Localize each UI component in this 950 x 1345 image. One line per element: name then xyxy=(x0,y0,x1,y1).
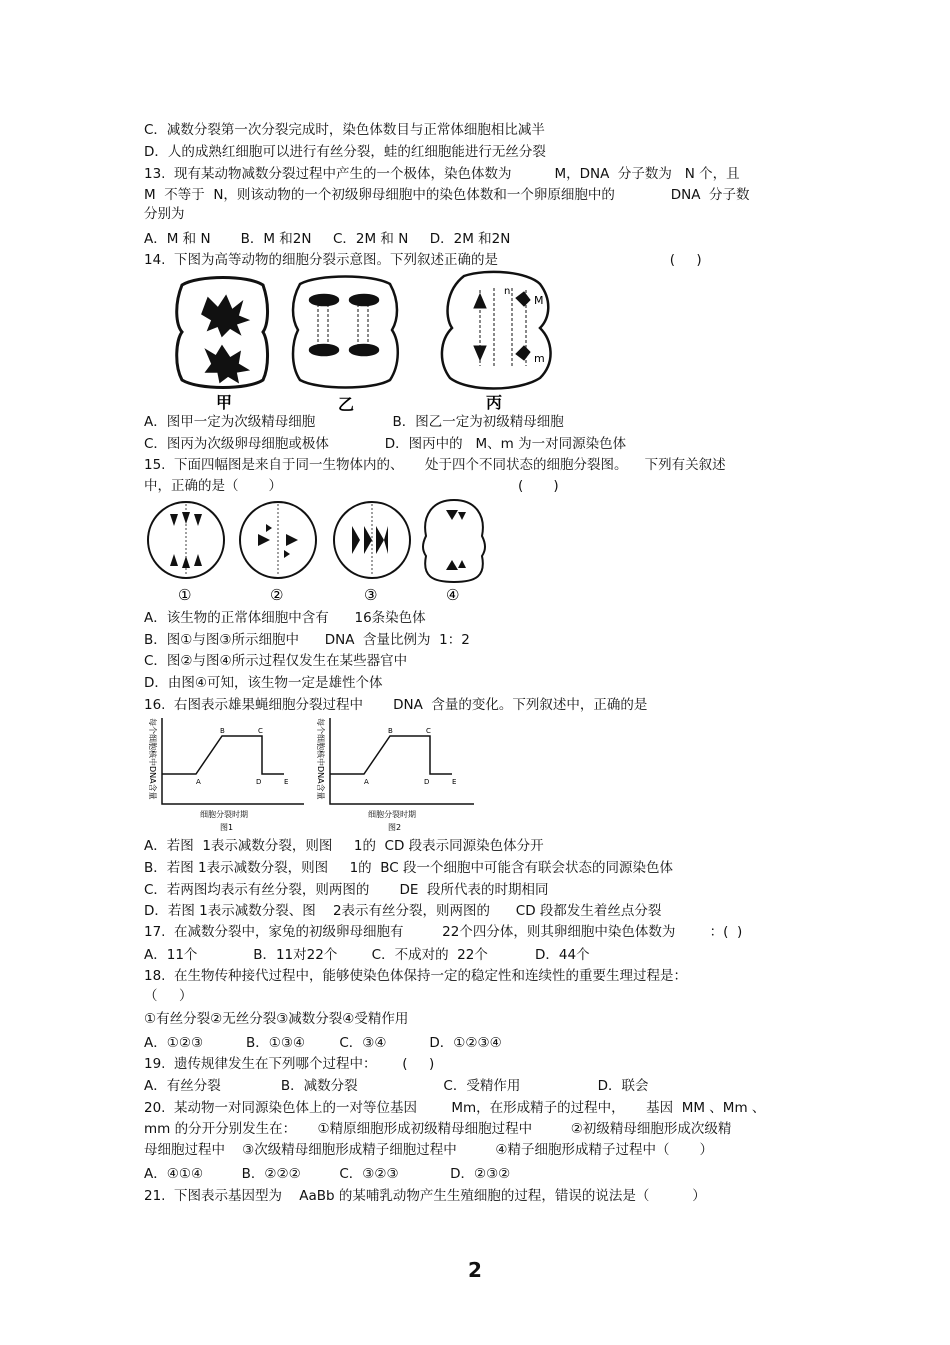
q16-figure xyxy=(144,714,484,836)
q12-option-d: D．人的成熟红细胞可以进行有丝分裂，蛙的红细胞能进行无丝分裂 xyxy=(144,144,546,160)
graph1-point-d: D xyxy=(256,778,262,786)
label-2: ② xyxy=(270,586,284,604)
label-jia: 甲 xyxy=(216,393,233,412)
label-3: ③ xyxy=(364,586,378,604)
q18-stem-3: ①有丝分裂②无丝分裂③减数分裂④受精作用 xyxy=(144,1011,409,1027)
q15-figure xyxy=(146,496,496,604)
label-4: ④ xyxy=(446,586,460,604)
q16-option-b: B．若图 1表示减数分裂，则图 1的 BC 段一个细胞中可能含有联会状态的同源染色体 xyxy=(144,860,674,876)
q15-option-c: C．图②与图④所示过程仅发生在某些器官中 xyxy=(144,653,408,669)
page-number: 2 xyxy=(468,1258,482,1282)
q17-options: A．11个 B．11对22个 C．不成对的 22个 D．44个 xyxy=(144,947,590,963)
q18-stem-1: 18. 在生物传种接代过程中，能够使染色体保持一定的稳定性和连续性的重要生理过程是： xyxy=(144,968,688,984)
mark-M: M xyxy=(534,294,544,307)
q13-options: A．M 和 N B．M 和2N C．2M 和 N D．2M 和2N xyxy=(144,231,511,247)
graph2-point-b: B xyxy=(388,727,393,735)
q20-stem-3: 母细胞过程中 ③次级精母细胞形成精子细胞过程中 ④精子细胞形成精子过程中（ ） xyxy=(144,1142,714,1158)
q13-stem-1: 13. 现有某动物减数分裂过程中产生的一个极体，染色体数为 M，DNA 分子数为 N 个，且 xyxy=(144,166,740,182)
graph2-point-c: C xyxy=(426,727,431,735)
label-1: ① xyxy=(178,586,192,604)
graph2-point-a: A xyxy=(364,778,369,786)
cell-bing xyxy=(442,272,551,389)
graph2-caption: 图2 xyxy=(388,823,402,832)
graph1-point-e: E xyxy=(284,778,289,786)
q17-stem: 17. 在减数分裂中，家兔的初级卵母细胞有 22个四分体，则其卵细胞中染色体数为 ：( ) xyxy=(144,924,743,940)
graph1-point-a: A xyxy=(196,778,201,786)
graph-2 xyxy=(316,718,474,832)
label-bing: 丙 xyxy=(486,393,503,412)
q13-stem-2: M 不等于 N，则该动物的一个初级卵母细胞中的染色体数和一个卵原细胞中的 DNA 分子数 xyxy=(144,187,750,203)
q13-stem-3: 分别为 xyxy=(144,206,185,222)
graph1-xlabel: 细胞分裂时期 xyxy=(200,810,248,819)
q14-option-cd: C．图丙为次级卵母细胞或极体 D．图丙中的 M、m 为一对同源染色体 xyxy=(144,436,627,452)
q15-stem-2: 中，正确的是（ ） ( ) xyxy=(144,478,559,494)
q16-option-a: A．若图 1表示减数分裂，则图 1的 CD 段表示同源染色体分开 xyxy=(144,838,544,854)
graph1-point-b: B xyxy=(220,727,225,735)
q16-option-c: C．若两图均表示有丝分裂，则两图的 DE 段所代表的时期相同 xyxy=(144,882,549,898)
graph-1 xyxy=(148,718,304,832)
graph2-point-e: E xyxy=(452,778,457,786)
q20-stem-2: mm 的分开分别发生在： ①精原细胞形成初级精母细胞过程中 ②初级精母细胞形成次级精 xyxy=(144,1121,732,1137)
q20-stem-1: 20. 某动物一对同源染色体上的一对等位基因 Mm，在形成精子的过程中， 基因 MM 、Mm 、 xyxy=(144,1100,766,1116)
mark-n: n xyxy=(504,286,511,297)
graph1-ylabel: 每个细胞核中DNA含量 xyxy=(148,718,157,800)
q19-stem: 19. 遗传规律发生在下列哪个过程中： ( ) xyxy=(144,1056,435,1072)
q15-option-a: A．该生物的正常体细胞中含有 16条染色体 xyxy=(144,610,426,626)
q18-options: A．①②③ B．①③④ C．③④ D．①②③④ xyxy=(144,1035,502,1051)
q20-options: A．④①④ B．②②② C．③②③ D．②③② xyxy=(144,1166,511,1182)
graph1-point-c: C xyxy=(258,727,263,735)
q12-option-c: C．减数分裂第一次分裂完成时，染色体数目与正常体细胞相比减半 xyxy=(144,122,545,138)
label-yi: 乙 xyxy=(338,395,355,412)
graph1-caption: 图1 xyxy=(220,823,234,832)
q14-stem: 14. 下图为高等动物的细胞分裂示意图。下列叙述正确的是 ( ) xyxy=(144,252,702,268)
q14-figure xyxy=(168,270,568,412)
q15-option-b: B．图①与图③所示细胞中 DNA 含量比例为 1：2 xyxy=(144,632,470,648)
q18-stem-2: （ ） xyxy=(144,988,193,1004)
mark-m: m xyxy=(534,352,545,365)
q16-stem: 16. 右图表示雄果蝇细胞分裂过程中 DNA 含量的变化。下列叙述中，正确的是 xyxy=(144,697,648,713)
cell-yi xyxy=(293,277,398,388)
q21-stem: 21. 下图表示基因型为 AaBb 的某哺乳动物产生生殖细胞的过程，错误的说法是（ ） xyxy=(144,1188,706,1204)
q19-options: A．有丝分裂 B．减数分裂 C．受精作用 D．联会 xyxy=(144,1078,649,1094)
q14-option-ab: A．图甲一定为次级精母细胞 B．图乙一定为初级精母细胞 xyxy=(144,414,564,430)
q15-stem-1: 15. 下面四幅图是来自于同一生物体内的、 处于四个不同状态的细胞分裂图。 下列有关叙述 xyxy=(144,457,726,473)
graph2-xlabel: 细胞分裂时期 xyxy=(368,810,416,819)
q16-option-d: D．若图 1表示减数分裂、图 2表示有丝分裂，则两图的 CD 段都发生着丝点分裂 xyxy=(144,903,662,919)
graph2-point-d: D xyxy=(424,778,430,786)
q15-option-d: D．由图④可知，该生物一定是雄性个体 xyxy=(144,675,383,691)
cell-jia xyxy=(177,278,268,388)
graph2-ylabel: 每个细胞核中DNA含量 xyxy=(316,718,325,800)
